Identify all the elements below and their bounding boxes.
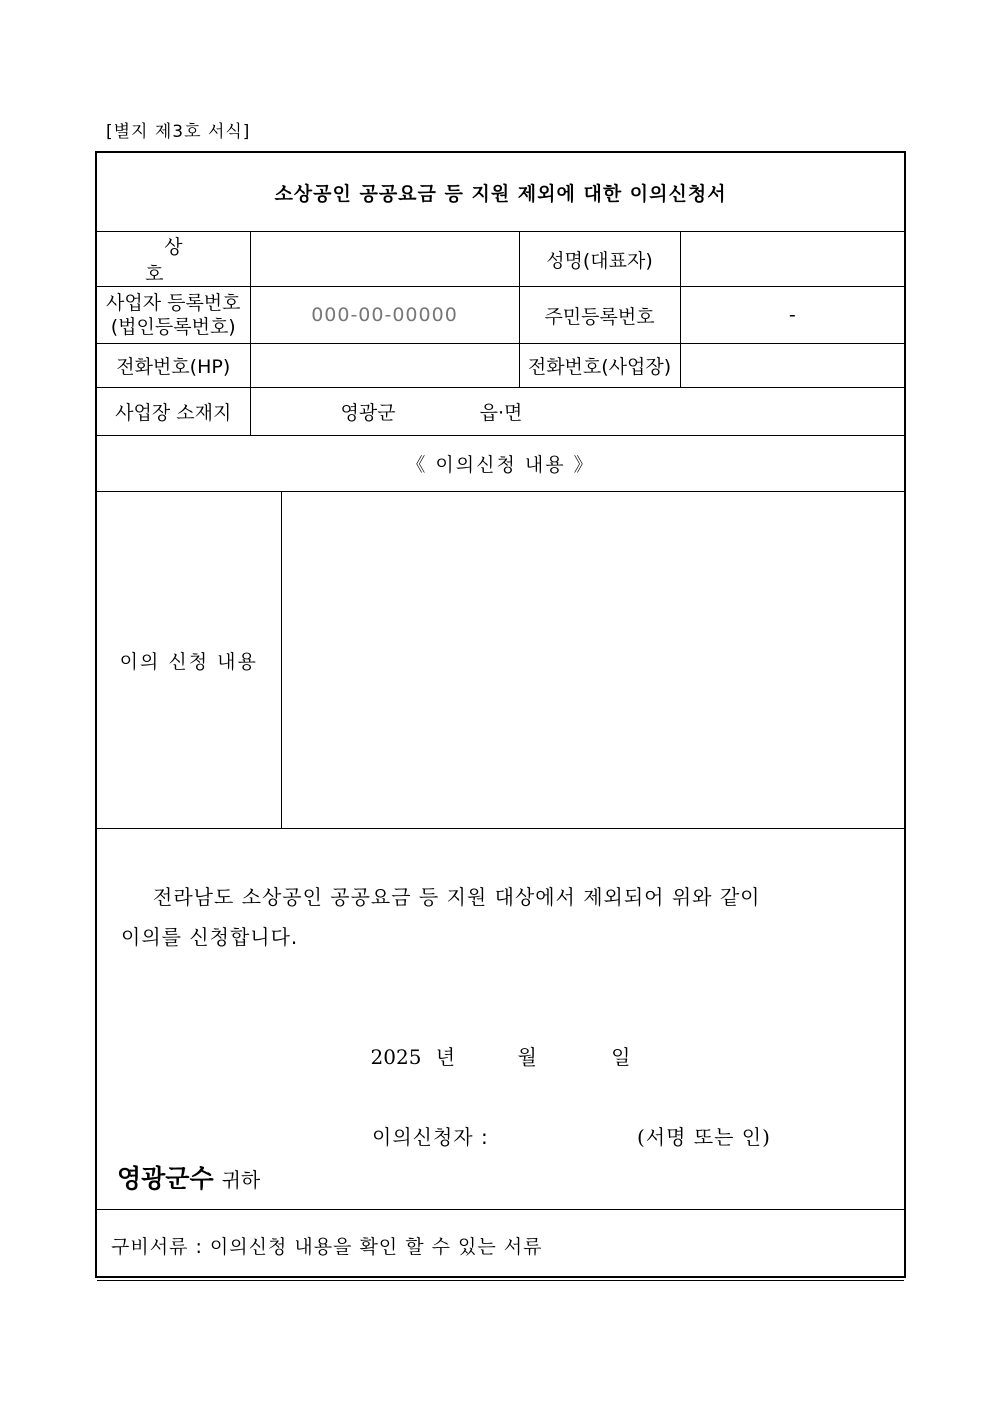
reg-number-label: 사업자 등록번호 (법인등록번호) [97, 287, 250, 344]
phone-business-field[interactable] [680, 344, 904, 388]
representative-field[interactable] [680, 232, 904, 287]
representative-label: 성명(대표자) [519, 232, 680, 287]
applicant-signature [372, 1121, 792, 1150]
phone-business-label: 전화번호(사업장) [519, 344, 680, 388]
declaration-line-1: 전라남도 소상공인 공공요금 등 지원 대상에서 제외되어 위와 같이 [153, 885, 761, 909]
date-month-unit: 월 [517, 1045, 537, 1069]
application-form [95, 151, 906, 1278]
declaration-section [97, 829, 904, 1210]
date-year: 2025 [370, 1045, 422, 1069]
reg-number-placeholder: 000-00-00000 [311, 304, 458, 326]
date-day-unit: 일 [611, 1045, 631, 1069]
form-number-label: [별지 제3호 서식] [106, 122, 251, 142]
business-name-field[interactable] [250, 232, 519, 287]
phone-hp-field[interactable] [250, 344, 519, 388]
reg-number-field[interactable] [250, 287, 519, 344]
addressee [117, 1159, 260, 1195]
form-title: 소상공인 공공요금 등 지원 제외에 대한 이의신청서 [97, 153, 904, 232]
objection-content-field[interactable] [281, 492, 904, 829]
addressee-name: 영광군수 [117, 1164, 214, 1193]
declaration-line-2: 이의를 신청합니다. [121, 925, 299, 949]
business-name-label: 상 호 [97, 232, 250, 287]
date-line [97, 1041, 904, 1070]
date-year-unit: 년 [435, 1045, 456, 1069]
form-table [97, 153, 904, 1281]
address-town: 읍·면 [479, 402, 523, 424]
phone-hp-label: 전화번호(HP) [97, 344, 250, 388]
objection-content-label: 이의 신청 내용 [97, 492, 281, 829]
address-field[interactable] [250, 388, 904, 436]
address-county: 영광군 [340, 402, 396, 424]
section-heading: 《 이의신청 내용 》 [97, 436, 904, 492]
address-label: 사업장 소재지 [97, 388, 250, 436]
declaration-text [121, 877, 841, 957]
resident-number-field[interactable]: - [680, 287, 904, 344]
signature-note: (서명 또는 인) [637, 1125, 771, 1149]
required-documents: 구비서류 : 이의신청 내용을 확인 할 수 있는 서류 [97, 1210, 904, 1281]
addressee-honorific: 귀하 [221, 1168, 261, 1192]
resident-number-label: 주민등록번호 [519, 287, 680, 344]
applicant-label: 이의신청자 : [372, 1125, 489, 1149]
